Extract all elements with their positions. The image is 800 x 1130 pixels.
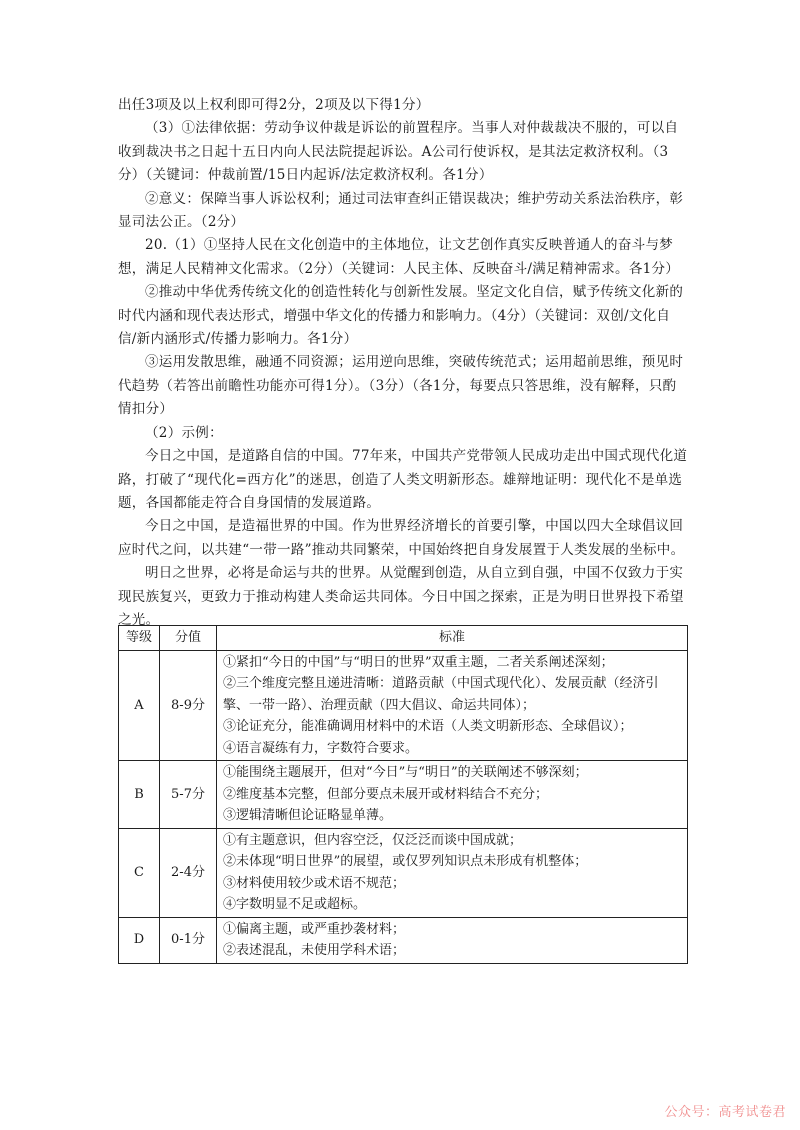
grade-cell: D bbox=[119, 917, 160, 963]
table-row bbox=[119, 917, 688, 963]
header-grade: 等级 bbox=[119, 626, 160, 651]
paragraph-1: （3）①法律依据：劳动争议仲裁是诉讼的前置程序。当事人对仲裁裁决不服的，可以自收到裁决书之日起十五日内向人民法院提起诉讼。A公司行使诉权，是其法定救济权利。（3分）（关键词：仲裁前置/15日内起诉/法定救济权利。各1分） bbox=[118, 120, 679, 184]
paragraph-8: 今日之中国，是造福世界的中国。作为世界经济增长的首要引擎，中国以四大全球倡议回应时代之问，以共建“一带一路”推动共同繁荣，中国始终把自身发展置于人类发展的坐标中。 bbox=[118, 518, 685, 558]
grade-cell: A bbox=[119, 650, 160, 761]
table-row bbox=[119, 761, 688, 829]
criteria-cell bbox=[217, 917, 688, 963]
criteria-cell bbox=[217, 761, 688, 829]
criteria-line: ③材料使用较少或术语不规范； bbox=[223, 875, 406, 891]
table-row bbox=[119, 828, 688, 917]
paragraph-0: 出任3项及以上权利即可得2分，2项及以下得1分） bbox=[118, 97, 430, 113]
criteria-line: ①能围绕主题展开，但对“今日”与“明日”的关联阐述不够深刻； bbox=[223, 765, 588, 780]
watermark-text: 公众号：高考试卷君 bbox=[664, 1105, 786, 1120]
paragraph-5: ③运用发散思维，融通不同资源；运用逆向思维，突破传统范式；运用超前思维，预见时代趋势（若答出前瞻性功能亦可得1分）。（3分）（各1分，每要点只答思维，没有解释，只酌情扣分） bbox=[118, 354, 684, 418]
paragraph-6: （2）示例： bbox=[145, 424, 223, 441]
criteria-line: ①有主题意识，但内容空泛，仅泛泛而谈中国成就； bbox=[223, 832, 523, 848]
criteria-line: ①紧扣“今日的中国”与“明日的世界”双重主题，二者关系阐述深刻； bbox=[223, 654, 614, 670]
scoring-rubric-table bbox=[118, 625, 688, 964]
table-header-row bbox=[119, 626, 688, 651]
criteria-line: ①偏离主题，或严重抄袭材料； bbox=[223, 921, 406, 937]
criteria-line: ③逻辑清晰但论证略显单薄。 bbox=[223, 808, 393, 823]
paragraph-2: ②意义：保障当事人诉讼权利；通过司法审查纠正错误裁决；维护劳动关系法治秩序，彰显司法公正。（2分） bbox=[118, 190, 684, 231]
paragraph-7: 今日之中国，是道路自信的中国。77年来，中国共产党带领人民成功走出中国式现代化道路，打破了“现代化=西方化”的迷思，创造了人类文明新形态。雄辩地证明：现代化不是单选题，各国都能走符合自身国情的发展道路。 bbox=[118, 448, 688, 511]
paragraph-3: 20.（1）①坚持人民在文化创造中的主体地位，让文艺创作真实反映普通人的奋斗与梦想，满足人民精神文化需求。（2分）（关键词：人民主体、反映奋斗/满足精神需求。各1分） bbox=[118, 237, 680, 277]
table-row bbox=[119, 650, 688, 761]
answer-text bbox=[118, 94, 688, 632]
header-score: 分值 bbox=[160, 626, 217, 651]
criteria-line: ②维度基本完整，但部分要点未展开或材料结合不充分； bbox=[223, 786, 549, 802]
criteria-cell bbox=[217, 650, 688, 761]
score-cell: 5-7分 bbox=[160, 761, 217, 829]
criteria-line: ④字数明显不足或超标。 bbox=[223, 897, 367, 912]
criteria-line: ②未体现“明日世界”的展望，或仅罗列知识点未形成有机整体； bbox=[223, 854, 588, 869]
score-cell: 8-9分 bbox=[160, 650, 217, 761]
grade-cell: C bbox=[119, 828, 160, 917]
paragraph-4: ②推动中华优秀传统文化的创造性转化与创新性发展。坚定文化自信，赋予传统文化新的时代内涵和现代表达形式，增强中华文化的传播力和影响力。（4分）（关键词：双创/文化自信/新内涵形式/传播力影响力。各1分） bbox=[118, 284, 684, 348]
criteria-line: ②表述混乱，未使用学科术语； bbox=[223, 943, 406, 958]
score-cell: 2-4分 bbox=[160, 828, 217, 917]
criteria-line: ④语言凝练有力，字数符合要求。 bbox=[223, 740, 419, 756]
paragraph-9: 明日之世界，必将是命运与共的世界。从觉醒到创造，从自立到自强，中国不仅致力于实现民族复兴，更致力于推动构建人类命运共同体。今日中国之探索，正是为明日世界投下希望之光。 bbox=[118, 565, 684, 628]
grade-cell: B bbox=[119, 761, 160, 829]
criteria-cell bbox=[217, 828, 688, 917]
criteria-line: ②三个维度完整且递进清晰：道路贡献（中国式现代化）、发展贡献（经济引擎、一带一路）、治理贡献（四大倡议、命运共同体）； bbox=[223, 676, 659, 713]
criteria-line: ③论证充分，能准确调用材料中的术语（人类文明新形态、全球倡议）； bbox=[223, 719, 633, 734]
score-cell: 0-1分 bbox=[160, 917, 217, 963]
header-criteria: 标准 bbox=[217, 626, 688, 651]
